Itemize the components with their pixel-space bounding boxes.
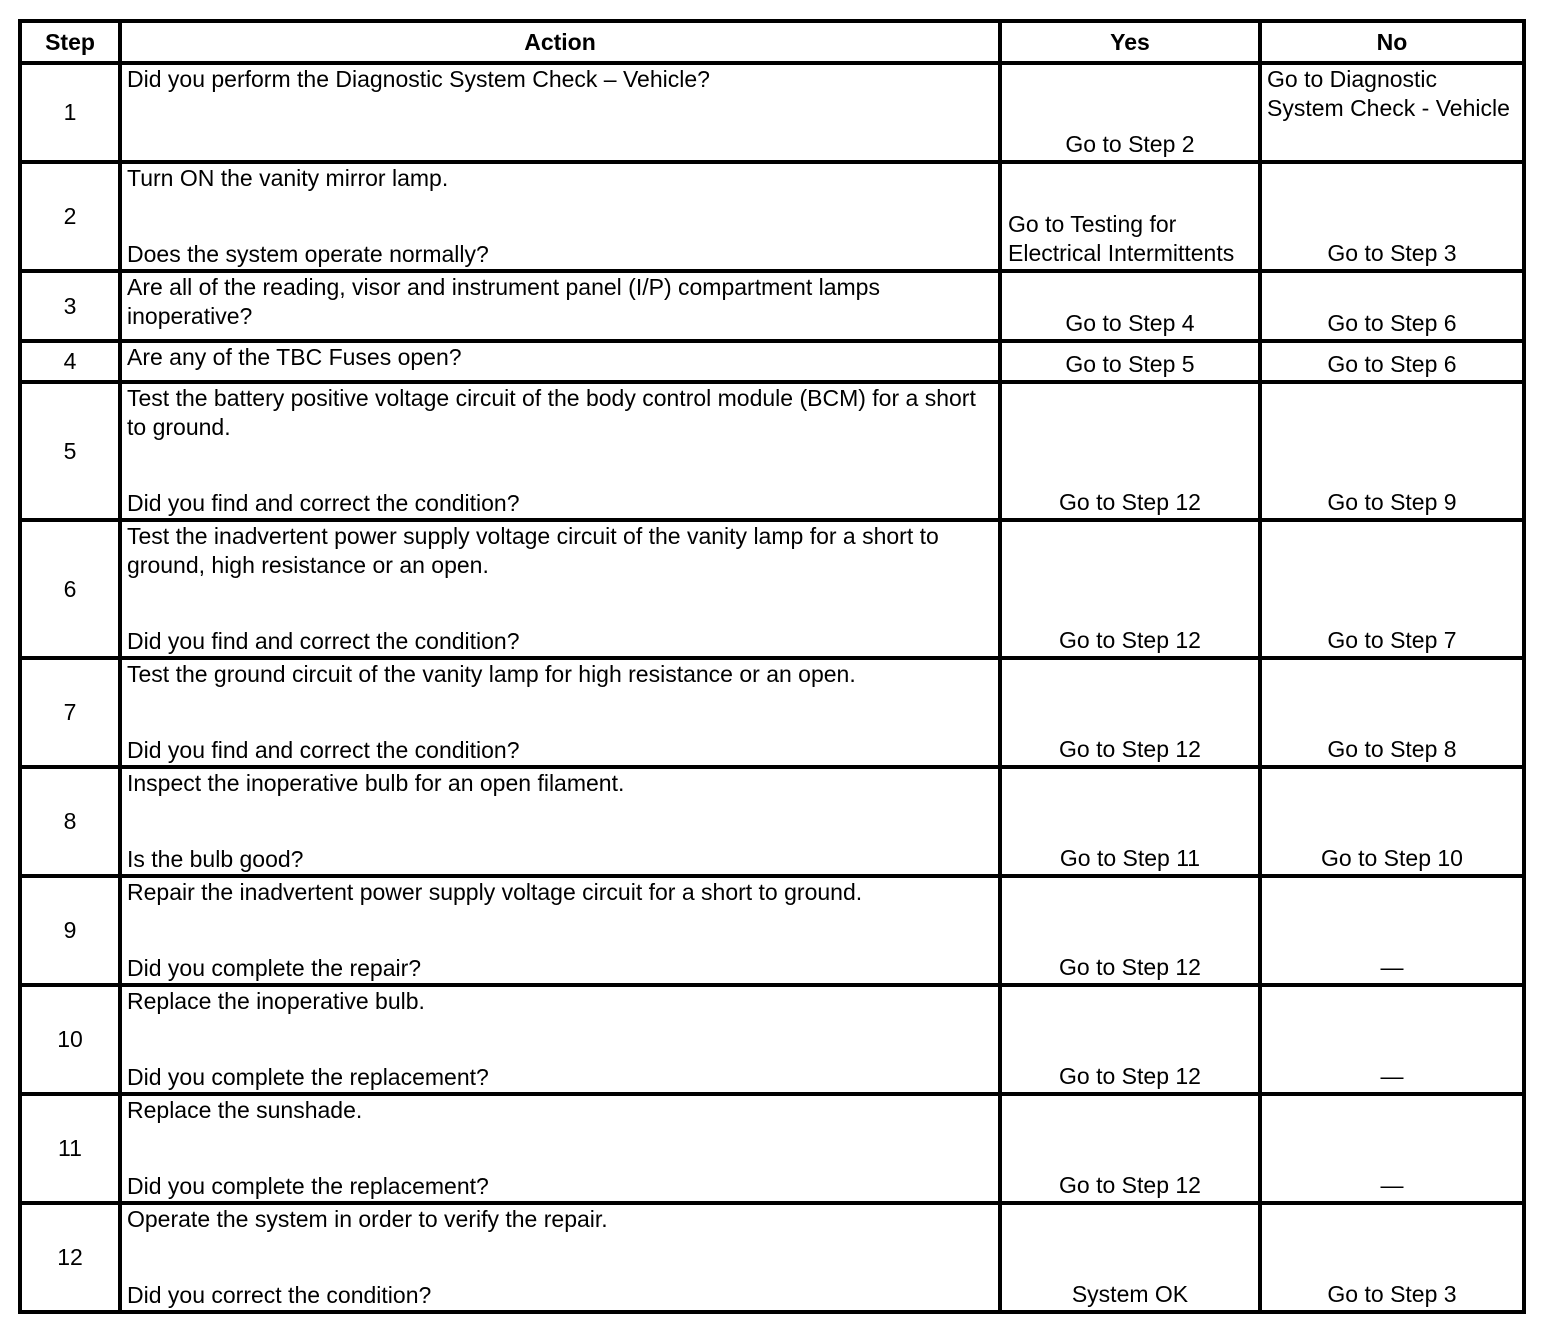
action-cell: [120, 985, 1000, 1094]
yes-cell: Go to Step 12: [1000, 876, 1260, 985]
yes-cell: Go to Testing for Electrical Intermittents: [1000, 162, 1260, 271]
action-cell: [120, 63, 1000, 162]
table-row: [20, 271, 1524, 341]
step-number: 5: [20, 382, 120, 520]
action-text: Operate the system in order to verify the repair.: [127, 1206, 608, 1232]
yes-cell: Go to Step 12: [1000, 520, 1260, 658]
action-cell: [120, 162, 1000, 271]
action-cell: [120, 382, 1000, 520]
action-cell: [120, 876, 1000, 985]
no-cell: Go to Step 9: [1260, 382, 1524, 520]
table-row: [20, 1203, 1524, 1312]
step-number: 1: [20, 63, 120, 162]
table-row: [20, 63, 1524, 162]
yes-cell: Go to Step 11: [1000, 767, 1260, 876]
yes-cell: Go to Step 4: [1000, 271, 1260, 341]
action-text: Test the ground circuit of the vanity lamp for high resistance or an open.: [127, 661, 856, 687]
diagnostic-table: [18, 19, 1526, 1314]
step-number: 4: [20, 341, 120, 382]
no-cell: Go to Diagnostic System Check - Vehicle: [1260, 63, 1524, 162]
action-text: Test the battery positive voltage circuit of the body control module (BCM) for a short to ground.: [127, 385, 976, 440]
yes-cell: Go to Step 12: [1000, 1094, 1260, 1203]
yes-cell: Go to Step 2: [1000, 63, 1260, 162]
action-question: Did you complete the repair?: [127, 955, 422, 981]
action-cell: [120, 767, 1000, 876]
action-question: Is the bulb good?: [127, 846, 304, 872]
step-number: 6: [20, 520, 120, 658]
action-question: Did you find and correct the condition?: [127, 490, 520, 516]
action-text: Replace the inoperative bulb.: [127, 988, 425, 1014]
step-number: 2: [20, 162, 120, 271]
no-cell: —: [1260, 1094, 1524, 1203]
no-cell: Go to Step 10: [1260, 767, 1524, 876]
step-number: 10: [20, 985, 120, 1094]
table-row: [20, 1094, 1524, 1203]
action-question: Did you complete the replacement?: [127, 1064, 489, 1090]
yes-cell: Go to Step 12: [1000, 658, 1260, 767]
table-row: [20, 162, 1524, 271]
table-row: [20, 341, 1524, 382]
action-text: Replace the sunshade.: [127, 1097, 363, 1123]
no-cell: Go to Step 6: [1260, 271, 1524, 341]
header-yes: Yes: [1000, 21, 1260, 63]
no-cell: —: [1260, 876, 1524, 985]
action-text: Are any of the TBC Fuses open?: [127, 344, 462, 370]
table-row: [20, 658, 1524, 767]
header-action: Action: [120, 21, 1000, 63]
action-cell: [120, 1094, 1000, 1203]
no-cell: Go to Step 3: [1260, 162, 1524, 271]
table-row: [20, 767, 1524, 876]
action-text: Inspect the inoperative bulb for an open filament.: [127, 770, 625, 796]
no-cell: Go to Step 7: [1260, 520, 1524, 658]
action-cell: [120, 1203, 1000, 1312]
step-number: 3: [20, 271, 120, 341]
yes-cell: System OK: [1000, 1203, 1260, 1312]
action-cell: [120, 520, 1000, 658]
action-text: Turn ON the vanity mirror lamp.: [127, 165, 449, 191]
action-cell: [120, 341, 1000, 382]
no-cell: Go to Step 6: [1260, 341, 1524, 382]
action-question: Did you find and correct the condition?: [127, 628, 520, 654]
step-number: 9: [20, 876, 120, 985]
action-text: Are all of the reading, visor and instrument panel (I/P) compartment lamps inoperative?: [127, 274, 880, 329]
yes-cell: Go to Step 12: [1000, 985, 1260, 1094]
action-question: Does the system operate normally?: [127, 241, 489, 267]
action-question: Did you complete the replacement?: [127, 1173, 489, 1199]
action-text: Did you perform the Diagnostic System Check – Vehicle?: [127, 66, 710, 92]
action-text: Test the inadvertent power supply voltage circuit of the vanity lamp for a short to ground, high resistance or an open.: [127, 523, 939, 578]
header-no: No: [1260, 21, 1524, 63]
table-row: [20, 985, 1524, 1094]
no-cell: —: [1260, 985, 1524, 1094]
no-cell: Go to Step 8: [1260, 658, 1524, 767]
step-number: 12: [20, 1203, 120, 1312]
table-row: [20, 876, 1524, 985]
table-row: [20, 382, 1524, 520]
action-text: Repair the inadvertent power supply voltage circuit for a short to ground.: [127, 879, 863, 905]
step-number: 8: [20, 767, 120, 876]
yes-cell: Go to Step 5: [1000, 341, 1260, 382]
table-header-row: [20, 21, 1524, 63]
no-cell: Go to Step 3: [1260, 1203, 1524, 1312]
yes-cell: Go to Step 12: [1000, 382, 1260, 520]
header-step: Step: [20, 21, 120, 63]
action-question: Did you correct the condition?: [127, 1282, 432, 1308]
step-number: 11: [20, 1094, 120, 1203]
table-row: [20, 520, 1524, 658]
action-question: Did you find and correct the condition?: [127, 737, 520, 763]
step-number: 7: [20, 658, 120, 767]
action-cell: [120, 658, 1000, 767]
action-cell: [120, 271, 1000, 341]
